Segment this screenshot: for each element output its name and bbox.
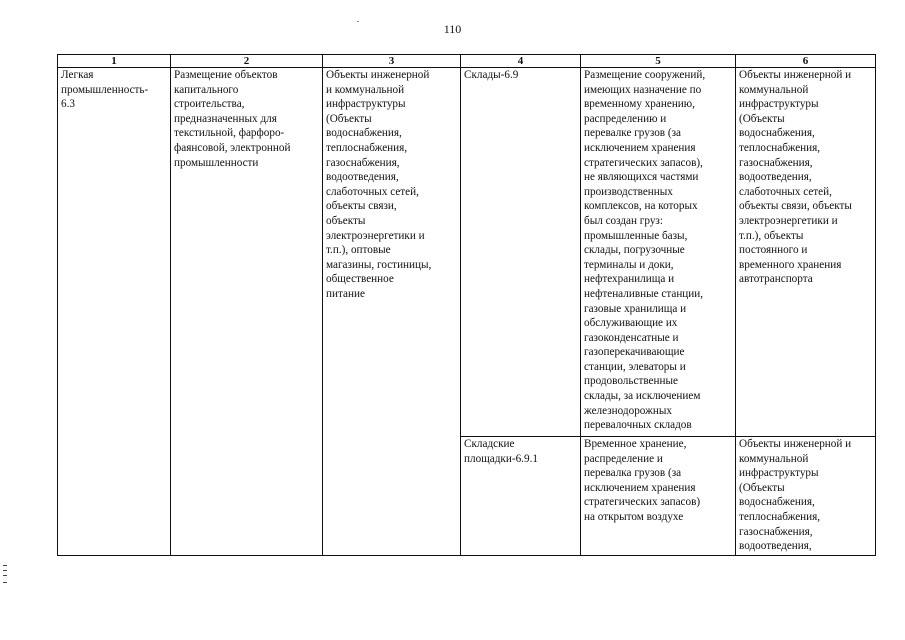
- header-col-5: 5: [581, 55, 736, 68]
- zone-use-name: Легкая промышленность- 6.3: [58, 68, 171, 556]
- permitted-use-name: Складские площадки-6.9.1: [461, 437, 581, 556]
- permitted-auxiliary-uses: Объекты инженерной и коммунальной инфраструктуры (Объекты водоснабжения, теплоснабжения, газоснабжения, водоотведения,: [736, 437, 876, 556]
- permitted-use-description: Размещение сооружений, имеющих назначение по временному хранению, распределению и перевалке грузов (за исключением хранения стратегических запасов), не являющихся частями производственных комплексов, на которых был создан груз: промышленные базы, склады, погрузочные терминалы и доки, нефтехранилища и нефтеналивные станции, газовые хранилища и обслуживающие их газоконденсатные и газоперекачивающие станции, элеваторы и продовольственные склады, за исключением железнодорожных перевалочных складов: [581, 68, 736, 437]
- header-col-3: 3: [323, 55, 461, 68]
- margin-marks: [3, 565, 7, 583]
- permitted-use-name: Склады-6.9: [461, 68, 581, 437]
- permitted-auxiliary-uses: Объекты инженерной и коммунальной инфраструктуры (Объекты водоснабжения, теплоснабжения, газоснабжения, водоотведения, слаботочных сетей, объекты связи, объекты электроэнергетики и т.п.), объекты постоянного и временного хранения автотранспорта: [736, 68, 876, 437]
- scan-speck: [357, 21, 359, 22]
- header-col-4: 4: [461, 55, 581, 68]
- table-row: [58, 68, 876, 437]
- header-col-1: 1: [58, 55, 171, 68]
- permitted-use-description: Временное хранение, распределение и перевалка грузов (за исключением хранения стратегических запасов) на открытом воздухе: [581, 437, 736, 556]
- table-header-row: [58, 55, 876, 68]
- header-col-6: 6: [736, 55, 876, 68]
- header-col-2: 2: [171, 55, 323, 68]
- page-number: 110: [443, 22, 462, 36]
- zone-use-description: Размещение объектов капитального строительства, предназначенных для текстильной, фарфоро- фаянсовой, электронной промышленности: [171, 68, 323, 556]
- auxiliary-uses: Объекты инженерной и коммунальной инфраструктуры (Объекты водоснабжения, теплоснабжения, газоснабжения, водоотведения, слаботочных сетей, объекты связи, объекты электроэнергетики и т.п.), оптовые магазины, гостиницы, общественное питание: [323, 68, 461, 556]
- zoning-table: [57, 54, 876, 556]
